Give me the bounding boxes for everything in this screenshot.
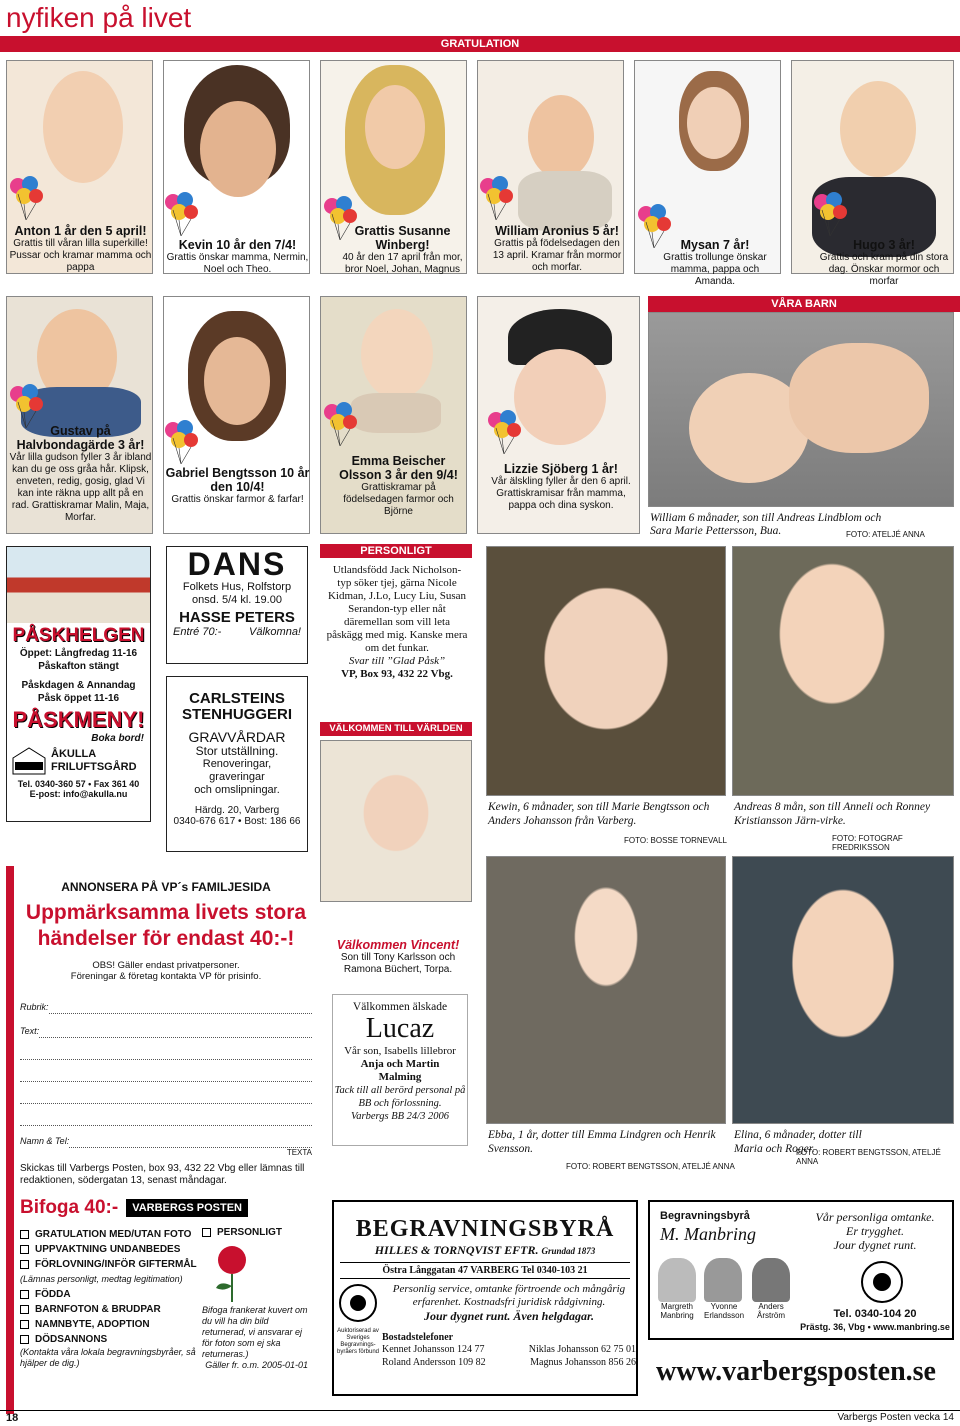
caption-william-aronius xyxy=(490,224,624,274)
text: Grattiskramar på födelsedagen farmor och Björne xyxy=(343,482,454,517)
name: William Aronius 5 år! xyxy=(495,224,619,238)
form-title: ANNONSERA PÅ VP´s FAMILJESIDA xyxy=(61,880,271,894)
checkbox[interactable] xyxy=(20,1245,29,1254)
lucaz-line: Malming xyxy=(378,1071,422,1083)
caption-emma xyxy=(330,454,467,518)
name: Kevin 10 år den 7/4! xyxy=(178,238,297,252)
byra-jour: Jour dygnet runt. Även helgdagar. xyxy=(423,1309,595,1323)
checkbox[interactable] xyxy=(20,1290,29,1299)
person-name: Årström xyxy=(757,1311,786,1320)
manbring-addr: Prästg. 36, Vbg • www.manbring.se xyxy=(800,1322,950,1332)
dans-band: HASSE PETERS xyxy=(179,609,295,626)
byra-service: Personlig service, omtanke förtroende och mångårig erfarenhet. Kostnadsfri juridisk rådgivning. xyxy=(392,1283,626,1308)
personligt-svar: Svar till ”Glad Påsk” xyxy=(348,655,446,667)
balloons-icon xyxy=(163,420,199,464)
name: Gustav på Halvbondagärde 3 år! xyxy=(16,424,145,452)
balloons-icon xyxy=(8,384,44,428)
opt-barnfoton[interactable] xyxy=(20,1302,202,1317)
byra-phone: 124 77 xyxy=(457,1344,485,1355)
namn-label: Namn & Tel: xyxy=(20,1136,70,1146)
photo-kewin xyxy=(486,546,726,796)
text: 40 år den 17 april från mor, bror Noel, Johan, Magnus xyxy=(342,252,463,275)
form-headline: Uppmärksamma livets stora xyxy=(25,901,307,924)
caption-ebba: Ebba, 1 år, dotter till Emma Lindgren och Henrik Svensson. xyxy=(488,1129,716,1155)
photo-andreas xyxy=(732,546,954,796)
caption-andreas: Andreas 8 mån, son till Anneli och Ronney Kristiansson Järn-virke. xyxy=(734,801,931,827)
checkbox[interactable] xyxy=(20,1230,29,1239)
person-name: Margreth xyxy=(660,1302,693,1311)
carlsteins-tel: 0340-676 617 • Bost: 186 66 xyxy=(173,816,301,827)
checkbox[interactable] xyxy=(20,1305,29,1314)
dans-title: DANS xyxy=(187,546,287,582)
akulla-line: Påskafton stängt xyxy=(38,661,119,672)
person-name: Erlandsson xyxy=(704,1311,745,1320)
caption-kewin: Kewin, 6 månader, son till Marie Bengtsson och Anders Johansson från Varberg. xyxy=(488,801,710,827)
auktoriserad-seal-icon xyxy=(860,1260,904,1304)
checkbox[interactable] xyxy=(20,1320,29,1329)
annonsera-form xyxy=(6,866,312,1414)
option-label: FÖRLOVNING/INFÖR GIFTERMÅL xyxy=(35,1259,197,1270)
credit-andreas: FOTO: FOTOGRAF FREDRIKSSON xyxy=(832,834,903,852)
photo-ebba xyxy=(486,856,726,1124)
caption-anton xyxy=(8,224,153,274)
form-obs: OBS! Gäller endast privatpersoner. xyxy=(92,960,240,971)
carlsteins-line: Stor utställning. xyxy=(195,744,279,758)
akulla-line: Påskdagen & Annandag xyxy=(21,680,136,691)
byra-auk: Auktoriserad av Sveriges Begravnings-byråers förbund xyxy=(336,1328,380,1355)
text: Grattis önskar mamma, Nermin, Noel och Theo. xyxy=(166,252,309,275)
caption-lizzie xyxy=(486,462,636,512)
option-note: (Kontakta våra lokala begravningsbyråer, så hjälper de dig.) xyxy=(20,1347,196,1368)
personligt-text: Utlandsfödd Jack Nicholson-typ söker tjej, gärna Nicole Kidman, J.Lo, Lucy Liu, Susan Serandon-typ eller nåt däremellan som vill leta påskägg med mig. Kanske mera om det funkar. xyxy=(326,564,468,654)
text-field[interactable] xyxy=(20,1092,312,1104)
text: Grattis till våran lilla superkille! Pussar och kramar mamma och pappa xyxy=(9,238,152,273)
text-field[interactable] xyxy=(20,1048,312,1060)
checkbox[interactable] xyxy=(202,1228,211,1237)
credit-elina: FOTO: ROBERT BENGTSSON, ATELJÉ ANNA xyxy=(796,1148,941,1166)
akulla-logo-icon xyxy=(11,746,47,776)
byra-addr: Östra Långgatan 47 VARBERG Tel 0340-103 21 xyxy=(340,1262,630,1279)
photo-william-baby xyxy=(648,312,954,507)
name: Mysan 7 år! xyxy=(680,238,750,252)
manbring-t1: Begravningsbyrå xyxy=(660,1210,750,1222)
lucaz-ad xyxy=(332,994,468,1146)
balloons-icon xyxy=(322,402,358,446)
byra-title: BEGRAVNINGSBYRÅ xyxy=(355,1216,615,1242)
manbring-ad xyxy=(648,1200,954,1340)
caption-vincent xyxy=(330,938,466,976)
caption-susanne xyxy=(340,224,465,276)
lucaz-line: Tack till all berörd personal på BB och förlossning. xyxy=(334,1085,466,1109)
begravningsbyra-ad xyxy=(332,1200,638,1396)
option-label: FÖDDA xyxy=(35,1289,71,1300)
avatar xyxy=(752,1258,790,1302)
rose-icon xyxy=(202,1238,262,1302)
avatar xyxy=(704,1258,742,1302)
carlsteins-name: CARLSTEINS xyxy=(189,690,285,707)
caption-mysan xyxy=(650,238,780,288)
manbring-t2: M. Manbring xyxy=(660,1224,756,1244)
balloons-icon xyxy=(8,176,44,220)
page-number: 18 xyxy=(6,1412,19,1424)
text: Grattis och kram på din stora dag. Önskar mormor och morfar xyxy=(819,252,949,287)
akulla-boka: Boka bord! xyxy=(91,733,144,744)
manbring-slogan: Jour dygnet runt. xyxy=(833,1238,917,1252)
option-label: NAMNBYTE, ADOPTION xyxy=(35,1319,150,1330)
varbergs-posten-logo: VARBERGS POSTEN xyxy=(126,1199,248,1217)
form-headline: händelser för endast 40:-! xyxy=(37,927,295,950)
text: Son till Tony Karlsson och Ramona Büchert, Torpa. xyxy=(340,952,456,975)
caption-hugo xyxy=(814,238,954,288)
form-skickas: Skickas till Varbergs Posten, box 93, 432 22 Vbg eller lämnas till redaktionen, södergatan 13, senast måndagar. xyxy=(20,1163,305,1186)
carlsteins-line: och omslipningar. xyxy=(194,784,280,796)
option-label: DÖDSANNONS xyxy=(35,1334,108,1345)
byra-phone: 62 75 01 xyxy=(601,1344,636,1355)
person-name: Anders xyxy=(758,1302,784,1311)
balloons-icon xyxy=(163,192,199,236)
checkbox[interactable] xyxy=(20,1335,29,1344)
akulla-ad xyxy=(6,546,151,822)
balloons-icon xyxy=(478,176,514,220)
byra-person: Magnus Johansson xyxy=(530,1357,606,1368)
caption-kevin xyxy=(165,238,310,276)
akulla-name: FRILUFTSGÅRD xyxy=(51,761,137,773)
auktoriserad-seal-icon xyxy=(338,1283,378,1323)
form-bifoga: Bifoga 40:- xyxy=(20,1197,119,1218)
vara-barn-banner: VÅRA BARN xyxy=(648,296,960,312)
name: Anton 1 år den 5 april! xyxy=(14,224,147,238)
option-label: UPPVAKTNING UNDANBEDES xyxy=(35,1244,181,1255)
opt-gratulation[interactable] xyxy=(20,1227,202,1242)
valkommen-banner: VÄLKOMMEN TILL VÄRLDEN xyxy=(320,722,472,736)
akulla-line: Påsk öppet 11-16 xyxy=(37,693,120,704)
photo-elina xyxy=(732,856,954,1124)
text-label: Text: xyxy=(20,1026,40,1036)
personligt-ad xyxy=(326,564,468,681)
dans-welcome: Välkomna! xyxy=(249,626,301,638)
form-foren: Föreningar & företag kontakta VP för prisinfo. xyxy=(70,971,262,982)
name: Hugo 3 år! xyxy=(853,238,915,252)
option-label: PERSONLIGT xyxy=(217,1227,283,1238)
text-field[interactable] xyxy=(20,1070,312,1082)
caption-elina: Elina, 6 månader, dotter till Maria och Roger. xyxy=(734,1129,862,1155)
lucaz-line: Vår son, Isabells lillebror xyxy=(344,1045,456,1057)
text: Vår lilla gudson fyller 3 år ibland kan du ge oss gråa hår. Klipsk, enveten, redig, gosig, glad Vi kan inte räkna upp allt på en rad. Grattiskramar Malin, Maja, Morfar. xyxy=(9,452,152,523)
name: Emma Beischer Olsson 3 år den 9/4! xyxy=(339,454,458,482)
opt-dodsannons[interactable] xyxy=(20,1332,202,1347)
byra-phone: 109 82 xyxy=(458,1357,486,1368)
opt-personligt[interactable] xyxy=(202,1227,308,1238)
caption-gustav xyxy=(8,424,153,524)
avatar xyxy=(658,1258,696,1302)
carlsteins-line: GRAVVÅRDAR xyxy=(188,729,286,745)
dans-date: onsd. 5/4 kl. 19.00 xyxy=(192,594,282,606)
carlsteins-line: graveringar xyxy=(209,771,265,783)
text-field[interactable] xyxy=(39,1026,312,1038)
section-banner: GRATULATION xyxy=(0,36,960,52)
text: Grattis på födelsedagen den 13 april. Kramar från mormor och morfar. xyxy=(492,238,622,273)
rubrik-field[interactable] xyxy=(49,1002,312,1014)
lucaz-line: Anja och Martin xyxy=(360,1058,440,1070)
byra-person: Niklas Johansson xyxy=(528,1344,599,1355)
byra-person: Roland Andersson xyxy=(382,1357,456,1368)
namn-field[interactable] xyxy=(69,1136,312,1148)
akulla-name: ÅKULLA xyxy=(51,748,97,760)
option-label: GRATULATION MED/UTAN FOTO xyxy=(35,1229,192,1240)
text: Grattis önskar farmor & farfar! xyxy=(171,494,304,505)
photo-vincent xyxy=(320,740,472,902)
person-name: Yvonne xyxy=(710,1302,738,1311)
caption-william-baby: William 6 månader, son till Andreas Lindblom och Sara Marie Pettersson, Bua. xyxy=(650,512,882,537)
dans-place: Folkets Hus, Rolfstorp xyxy=(182,581,292,593)
manbring-slogan: Er trygghet. xyxy=(846,1224,904,1238)
byra-phone: 856 26 xyxy=(608,1357,636,1368)
paper-issue: Varbergs Posten vecka 14 xyxy=(837,1412,954,1423)
text-field[interactable] xyxy=(20,1114,312,1126)
opt-forlovning[interactable] xyxy=(20,1257,202,1272)
opt-uppvaktning[interactable] xyxy=(20,1242,202,1257)
galler: Gäller fr. o.m. 2005-01-01 xyxy=(205,1360,308,1370)
checkbox[interactable] xyxy=(20,1260,29,1269)
name: Gabriel Bengtsson 10 år den 10/4! xyxy=(165,466,310,494)
credit-william: FOTO: ATELJÉ ANNA xyxy=(846,530,925,539)
website-link[interactable]: www.varbergsposten.se xyxy=(656,1356,936,1387)
byra-grundad: Grundad 1873 xyxy=(541,1246,596,1256)
personligt-banner: PERSONLIGT xyxy=(320,544,472,558)
balloons-icon xyxy=(486,410,522,454)
carlsteins-line: Renoveringar, xyxy=(202,758,272,770)
balloons-icon xyxy=(812,192,848,236)
akulla-photo xyxy=(7,547,150,623)
carlsteins-name: STENHUGGERI xyxy=(181,706,292,723)
manbring-tel: Tel. 0340-104 20 xyxy=(833,1308,917,1320)
byra-person: Kennet Johansson xyxy=(382,1344,455,1355)
option-label: BARNFOTON & BRUDPAR xyxy=(35,1304,161,1315)
opt-namnbyte[interactable] xyxy=(20,1317,202,1332)
name: Lizzie Sjöberg 1 år! xyxy=(504,462,618,476)
rubrik-label: Rubrik: xyxy=(20,1002,49,1012)
personligt-box: VP, Box 93, 432 22 Vbg. xyxy=(341,668,453,680)
opt-fodda[interactable] xyxy=(20,1287,202,1302)
option-note: (Lämnas personligt, medtag legitimation) xyxy=(20,1274,183,1284)
byra-bt: Bostadstelefoner xyxy=(382,1332,454,1343)
bifoga-kuvert: Bifoga frankerat kuvert om du vill ha din bild returnerad, vi ansvarar ej för foton som ej ska returneras.) xyxy=(202,1305,308,1359)
carlsteins-ad xyxy=(166,676,308,852)
caption-gabriel xyxy=(165,466,310,506)
byra-sub: HILLES & TORNQVIST EFTR. xyxy=(374,1243,539,1257)
carlsteins-addr: Härdg. 20, Varberg xyxy=(194,805,280,816)
page-title: nyfiken på livet xyxy=(6,2,192,33)
akulla-email: E-post: info@akulla.nu xyxy=(29,789,128,799)
text: Vår älskling fyller år den 6 april. Grattiskramisar från mamma, pappa och dina syskon. xyxy=(491,476,631,511)
lucaz-name: Lucaz xyxy=(365,1013,435,1044)
akulla-meny: PÅSKMENY! xyxy=(12,707,145,732)
person-name: Manbring xyxy=(660,1311,694,1320)
credit-ebba: FOTO: ROBERT BENGTSSON, ATELJÉ ANNA xyxy=(566,1162,735,1171)
lucaz-head: Välkommen älskade xyxy=(352,1001,448,1013)
texta-label: TEXTA xyxy=(286,1148,312,1157)
manbring-slogan: Vår personliga omtanke. xyxy=(815,1210,935,1224)
name: Grattis Susanne Winberg! xyxy=(354,224,451,252)
akulla-tel: Tel. 0340-360 57 • Fax 361 40 xyxy=(17,779,140,789)
akulla-line: Öppet: Långfredag 11-16 xyxy=(19,648,138,659)
dans-ad xyxy=(166,546,308,664)
credit-kewin: FOTO: BOSSE TORNEVALL xyxy=(624,836,727,845)
akulla-title: PÅSKHELGEN xyxy=(12,625,145,646)
text: Grattis trollunge önskar mamma, pappa och Amanda. xyxy=(663,252,767,287)
lucaz-line: Varbergs BB 24/3 2006 xyxy=(351,1111,449,1122)
name: Välkommen Vincent! xyxy=(336,938,460,952)
dans-entre: Entré 70:- xyxy=(173,626,222,638)
